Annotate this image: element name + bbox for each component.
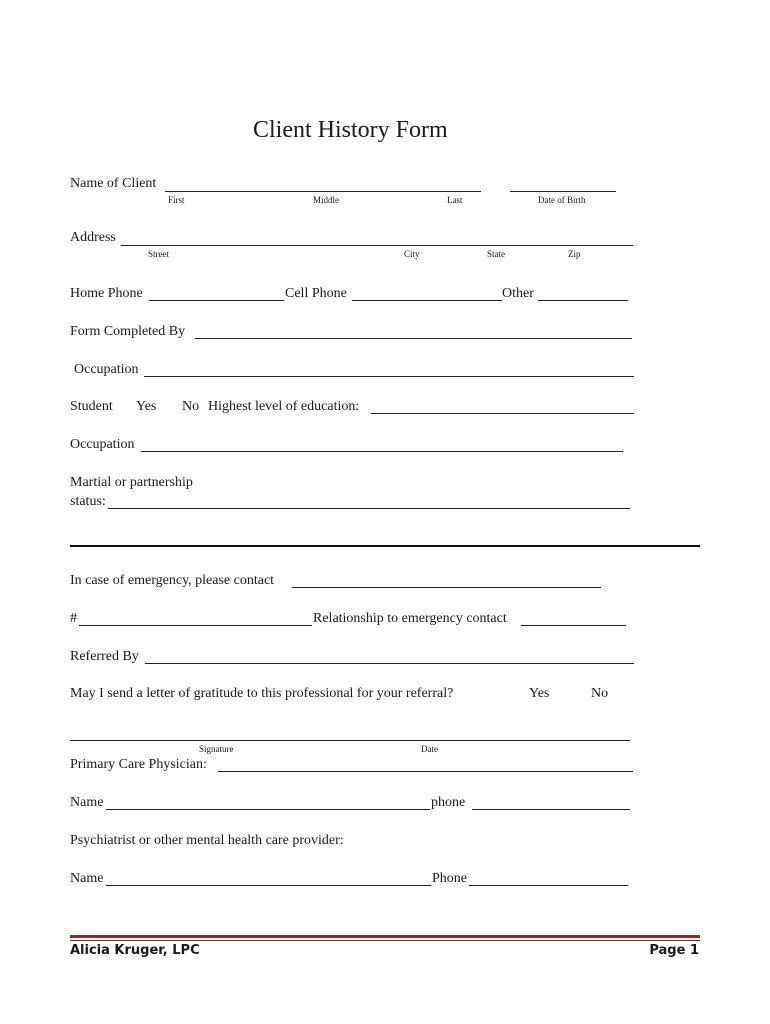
name-of-client-label: Name of Client	[70, 176, 157, 191]
psychiatrist-phone-field[interactable]	[469, 885, 628, 886]
student-yes-option[interactable]: Yes	[136, 399, 157, 414]
home-phone-field[interactable]	[149, 300, 284, 301]
student-no-option[interactable]: No	[182, 399, 200, 414]
signature-caption: Signature	[199, 744, 234, 754]
other-phone-field[interactable]	[538, 300, 628, 301]
gratitude-question: May I send a letter of gratitude to this professional for your referral?	[70, 686, 454, 701]
physician-name-label: Name	[70, 795, 104, 810]
first-caption: First	[168, 195, 185, 205]
cell-phone-field[interactable]	[352, 300, 502, 301]
client-name-field[interactable]	[165, 191, 481, 192]
address-field[interactable]	[121, 245, 633, 246]
footer-rule	[70, 935, 700, 938]
occupation-field[interactable]	[144, 376, 634, 377]
last-caption: Last	[447, 195, 463, 205]
marital-status-field[interactable]	[108, 508, 630, 509]
highest-education-label: Highest level of education:	[208, 399, 360, 414]
emergency-number-field[interactable]	[79, 625, 312, 626]
form-title: Client History Form	[253, 117, 448, 143]
relationship-field[interactable]	[521, 625, 626, 626]
date-of-birth-caption: Date of Birth	[538, 195, 586, 205]
city-caption: City	[404, 249, 420, 259]
referred-by-label: Referred By	[70, 649, 139, 664]
relationship-label: Relationship to emergency contact	[313, 611, 507, 626]
emergency-number-label: #	[70, 611, 77, 626]
psychiatrist-label: Psychiatrist or other mental health care provider:	[70, 833, 344, 848]
occupation-label-2: Occupation	[70, 437, 135, 452]
state-caption: State	[487, 249, 505, 259]
address-label: Address	[70, 230, 116, 245]
signature-field[interactable]	[70, 740, 630, 741]
occupation-field-2[interactable]	[141, 451, 623, 452]
cell-phone-label: Cell Phone	[285, 286, 347, 301]
physician-name-field[interactable]	[106, 809, 430, 810]
occupation-label: Occupation	[74, 362, 139, 377]
highest-education-field[interactable]	[371, 413, 634, 414]
gratitude-yes-option[interactable]: Yes	[529, 686, 550, 701]
primary-care-field[interactable]	[218, 771, 633, 772]
psychiatrist-name-label: Name	[70, 871, 104, 886]
gratitude-no-option[interactable]: No	[591, 686, 609, 701]
emergency-contact-field[interactable]	[292, 587, 601, 588]
marital-status-label: Martial or partnership	[70, 475, 193, 490]
psychiatrist-name-field[interactable]	[106, 885, 431, 886]
date-of-birth-field[interactable]	[510, 191, 616, 192]
form-completed-by-field[interactable]	[195, 338, 632, 339]
footer-page-number: Page 1	[649, 943, 699, 958]
physician-phone-label: phone	[431, 795, 466, 810]
middle-caption: Middle	[313, 195, 339, 205]
other-phone-label: Other	[502, 286, 534, 301]
referred-by-field[interactable]	[145, 663, 634, 664]
zip-caption: Zip	[568, 249, 581, 259]
form-completed-by-label: Form Completed By	[70, 324, 186, 339]
section-divider	[70, 545, 700, 547]
street-caption: Street	[148, 249, 169, 259]
student-label: Student	[70, 399, 113, 414]
date-caption: Date	[421, 744, 438, 754]
emergency-contact-label: In case of emergency, please contact	[70, 573, 275, 588]
physician-phone-field[interactable]	[472, 809, 630, 810]
footer-author: Alicia Kruger, LPC	[70, 943, 200, 958]
footer-rule-thin	[70, 940, 700, 941]
primary-care-label: Primary Care Physician:	[70, 757, 207, 772]
home-phone-label: Home Phone	[70, 286, 143, 301]
psychiatrist-phone-label: Phone	[432, 871, 467, 886]
marital-status-label-2: status:	[70, 494, 106, 509]
